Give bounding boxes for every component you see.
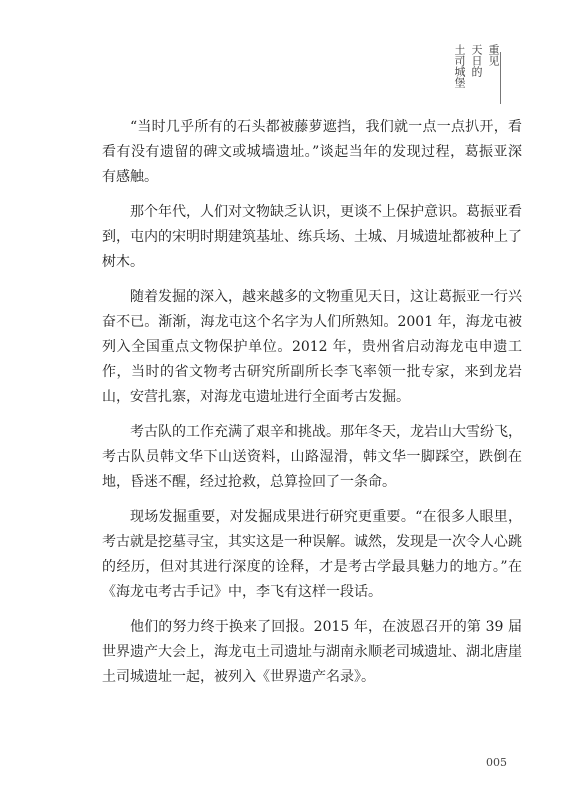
page-number: 005 [486, 756, 507, 769]
running-header-line-1: 重见 [487, 44, 500, 66]
running-header-line-3: 土司城堡 [453, 44, 466, 88]
paragraph: 现场发掘重要，对发掘成果进行研究更重要。“在很多人眼里，考古就是挖墓寻宝，其实这是一种误解。诚然，发现是一次令人心跳的经历，但对其进行深度的诠释，才是考古学最具魅力的地方。”在《海龙屯考古手记》中，李飞有这样一段话。 [102, 509, 522, 600]
running-header [453, 44, 499, 102]
paragraph: “当时几乎所有的石头都被藤萝遮挡，我们就一点一点扒开，看看有没有遗留的碑文或城墙遗址。”谈起当年的发现过程，葛振亚深有感触。 [102, 119, 522, 185]
paragraph: 随着发掘的深入，越来越多的文物重见天日，这让葛振亚一行兴奋不已。渐渐，海龙屯这个名字为人们所熟知。2001 年，海龙屯被列入全国重点文物保护单位。2012 年，贵州省启动海龙屯申遗工作，当时的省文物考古研究所副所长李飞率领一批专家，来到龙岩山，安营扎寨，对海龙屯遗址进行全面考古发掘。 [102, 289, 522, 405]
body-text [102, 115, 522, 700]
paragraph: 他们的努力终于换来了回报。2015 年，在波恩召开的第 39 届世界遗产大会上，海龙屯土司遗址与湖南永顺老司城遗址、湖北唐崖土司城遗址一起，被列入《世界遗产名录》。 [102, 619, 522, 685]
paragraph: 那个年代，人们对文物缺乏认识，更谈不上保护意识。葛振亚看到，屯内的宋明时期建筑基址、练兵场、土城、月城遗址都被种上了树木。 [102, 204, 522, 270]
header-divider [500, 52, 501, 104]
paragraph: 考古队的工作充满了艰辛和挑战。那年冬天，龙岩山大雪纷飞，考古队员韩文华下山送资料，山路湿滑，韩文华一脚踩空，跌倒在地，昏迷不醒，经过抢救，总算捡回了一条命。 [102, 424, 522, 490]
running-header-line-2: 天日的 [470, 44, 483, 77]
